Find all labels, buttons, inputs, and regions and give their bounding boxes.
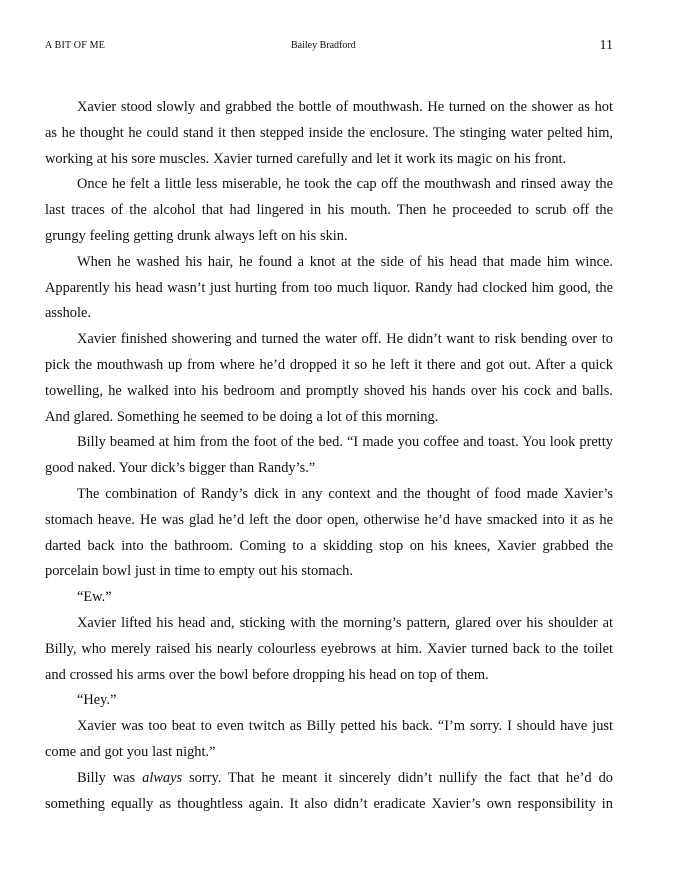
paragraph: Xavier lifted his head and, sticking with the morning’s pattern, glared over his shoulder at Billy, who merely raised his nearly colourless eyebrows at him. Xavier turned back to the toilet and crossed his arms over the bowl before dropping his head on top of them. xyxy=(45,614,613,683)
paragraph: Xavier stood slowly and grabbed the bottle of mouthwash. He turned on the shower as hot as he thought he could stand it then stepped inside the enclosure. The stinging water pelted him, working at his sore muscles. Xavier turned carefully and let it work its magic on his front. xyxy=(45,99,613,167)
paragraph-text: sorry. That he meant it sincerely didn’t nullify the fact that he’d do something equally as thoughtless again. It also didn’t eradicate Xavier’s own responsibility in xyxy=(45,769,613,812)
page-number: 11 xyxy=(599,38,613,53)
paragraph: Xavier was too beat to even twitch as Billy petted his back. “I’m sorry. I should have just come and got you last night.” xyxy=(45,718,613,760)
book-title: A BIT OF ME xyxy=(45,40,106,51)
paragraph: “Hey.” xyxy=(77,692,117,709)
paragraph: When he washed his hair, he found a knot at the side of his head that made him wince. Apparently his head wasn’t just hurting from too much liquor. Randy had clocked him good, the asshole. xyxy=(45,253,613,322)
paragraph: Once he felt a little less miserable, he took the cap off the mouthwash and rinsed away the last traces of the alcohol that had lingered in his mouth. Then he proceeded to scrub off the grungy feeling getting drunk always left on his skin. xyxy=(45,176,613,244)
paragraph: Billy beamed at him from the foot of the bed. “I made you coffee and toast. You look pretty good naked. Your dick’s bigger than Randy’s.” xyxy=(45,434,613,477)
paragraph: “Ew.” xyxy=(77,589,112,606)
emphasized-word: always xyxy=(142,769,183,786)
paragraph: Xavier finished showering and turned the water off. He didn’t want to risk bending over to pick the mouthwash up from where he’d dropped it so he left it there and got out. After a quick towelling, he walked into his bedroom and promptly shoved his hands over his cock and balls. And glared. Something he seemed to be doing a lot of this morning. xyxy=(45,331,613,425)
page-body xyxy=(45,95,613,817)
paragraph: The combination of Randy’s dick in any context and the thought of food made Xavier’s stomach heave. He was glad he’d left the door open, otherwise he’d have smacked into it as he darted back into the bathroom. Coming to a skidding stop on his knees, Xavier grabbed the porcelain bowl just in time to empty out his stomach. xyxy=(45,485,613,580)
running-header xyxy=(45,38,613,54)
paragraph-text: Billy was xyxy=(77,769,143,786)
paragraph xyxy=(45,766,613,818)
author-name: Bailey Bradford xyxy=(291,40,356,51)
